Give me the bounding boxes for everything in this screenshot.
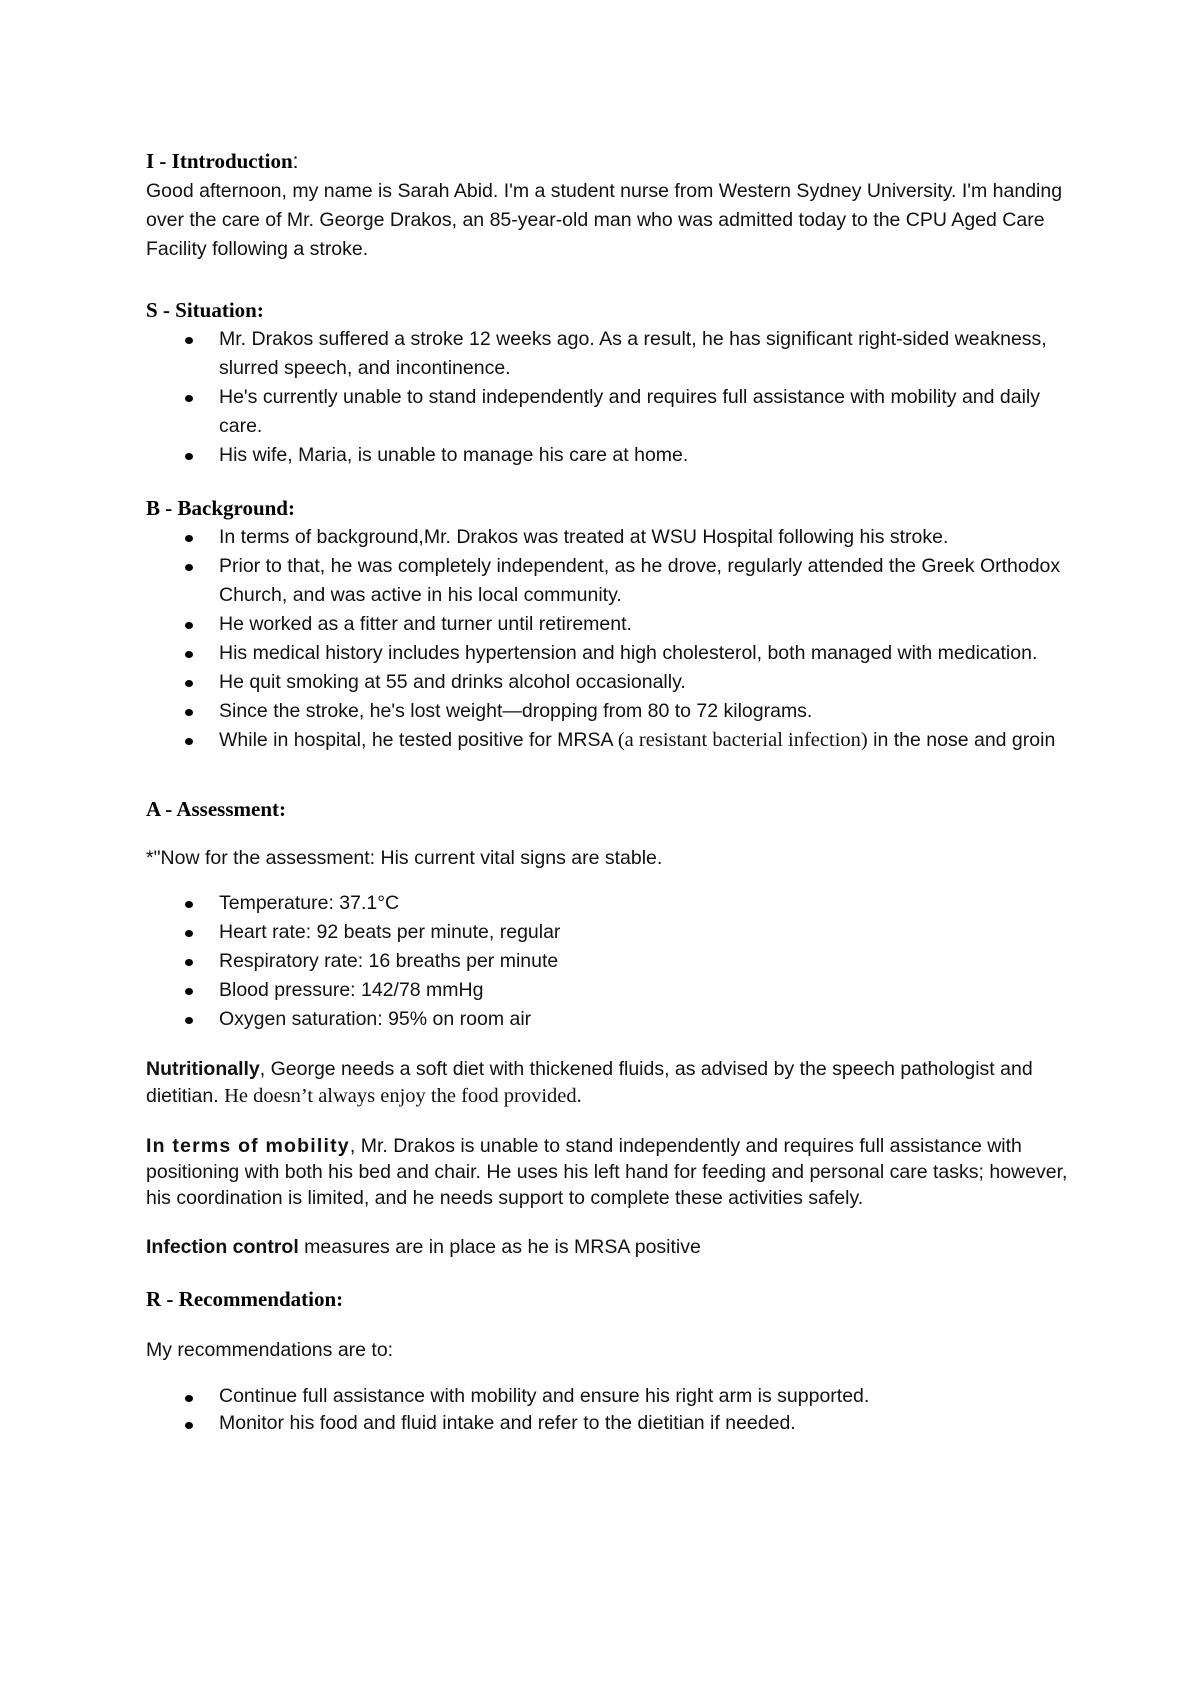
infection-paragraph — [146, 1233, 1076, 1262]
list-item: Temperature: 37.1°C — [146, 889, 1076, 918]
list-item: Oxygen saturation: 95% on room air — [146, 1005, 1076, 1034]
assessment-intro: *"Now for the assessment: His current vital signs are stable. — [146, 847, 663, 869]
intro-paragraph: Good afternoon, my name is Sarah Abid. I'm a student nurse from Western Sydney University. I'm handing over the care of Mr. George Drakos, an 85-year-old man who was admitted today to the CPU Aged Care Facility following a stroke. — [146, 180, 1063, 260]
infection-text: measures are in place as he is MRSA positive — [298, 1236, 701, 1258]
list-item: Respiratory rate: 16 breaths per minute — [146, 947, 1076, 976]
recommendation-heading: R - Recommendation: — [146, 1287, 344, 1311]
mobility-label: In terms of mobility — [146, 1135, 350, 1157]
nutrition-text: , George needs a soft diet with thickened fluids, as advised by the speech pathologist and dietitian. — [146, 1058, 1033, 1107]
list-item: Since the stroke, he's lost weight—dropping from 80 to 72 kilograms. — [146, 697, 1076, 726]
nutrition-text-serif: He doesn’t always enjoy the food provided. — [224, 1085, 582, 1107]
list-item: Heart rate: 92 beats per minute, regular — [146, 918, 1076, 947]
situation-list — [146, 325, 1076, 470]
list-item: Mr. Drakos suffered a stroke 12 weeks ago. As a result, he has significant right-sided weakness, slurred speech, and incontinence. — [146, 325, 1076, 383]
mobility-text: , Mr. Drakos is unable to stand independently and requires full assistance with positioning with both his bed and chair. He uses his left hand for feeding and personal care tasks; however, his coordination is limited, and he needs support to complete these activities safely. — [146, 1135, 1068, 1209]
mobility-paragraph — [146, 1133, 1076, 1211]
situation-heading: S - Situation: — [146, 298, 264, 322]
list-item — [146, 726, 1076, 755]
list-item: He worked as a fitter and turner until retirement. — [146, 610, 1076, 639]
recommendation-intro: My recommendations are to: — [146, 1339, 394, 1361]
list-item-text: in the nose and groin — [867, 729, 1056, 751]
intro-heading — [146, 146, 1076, 177]
list-item: Blood pressure: 142/78 mmHg — [146, 976, 1076, 1005]
intro-heading-text: I - Itntroduction — [146, 149, 293, 173]
list-item: In terms of background,Mr. Drakos was treated at WSU Hospital following his stroke. — [146, 523, 1076, 552]
nutrition-paragraph — [146, 1056, 1076, 1110]
infection-label: Infection control — [146, 1236, 299, 1258]
list-item-text: While in hospital, he tested positive for MRSA — [219, 729, 618, 751]
background-heading: B - Background: — [146, 496, 295, 520]
assessment-heading: A - Assessment: — [146, 797, 286, 821]
list-item: Monitor his food and fluid intake and refer to the dietitian if needed. — [146, 1410, 1076, 1437]
recommendation-list — [146, 1383, 1076, 1437]
list-item: He's currently unable to stand independently and requires full assistance with mobility and daily care. — [146, 383, 1076, 441]
list-item: Continue full assistance with mobility and ensure his right arm is supported. — [146, 1383, 1076, 1410]
intro-heading-colon: : — [292, 150, 299, 173]
background-list — [146, 523, 1076, 755]
list-item: His medical history includes hypertension and high cholesterol, both managed with medication. — [146, 639, 1076, 668]
nutrition-label: Nutritionally — [146, 1058, 260, 1080]
list-item: Prior to that, he was completely independent, as he drove, regularly attended the Greek Orthodox Church, and was active in his local community. — [146, 552, 1076, 610]
vitals-list — [146, 889, 1076, 1034]
document-content — [146, 146, 1076, 1437]
list-item: His wife, Maria, is unable to manage his care at home. — [146, 441, 1076, 470]
list-item: He quit smoking at 55 and drinks alcohol occasionally. — [146, 668, 1076, 697]
list-item-text-serif: (a resistant bacterial infection) — [617, 729, 868, 751]
